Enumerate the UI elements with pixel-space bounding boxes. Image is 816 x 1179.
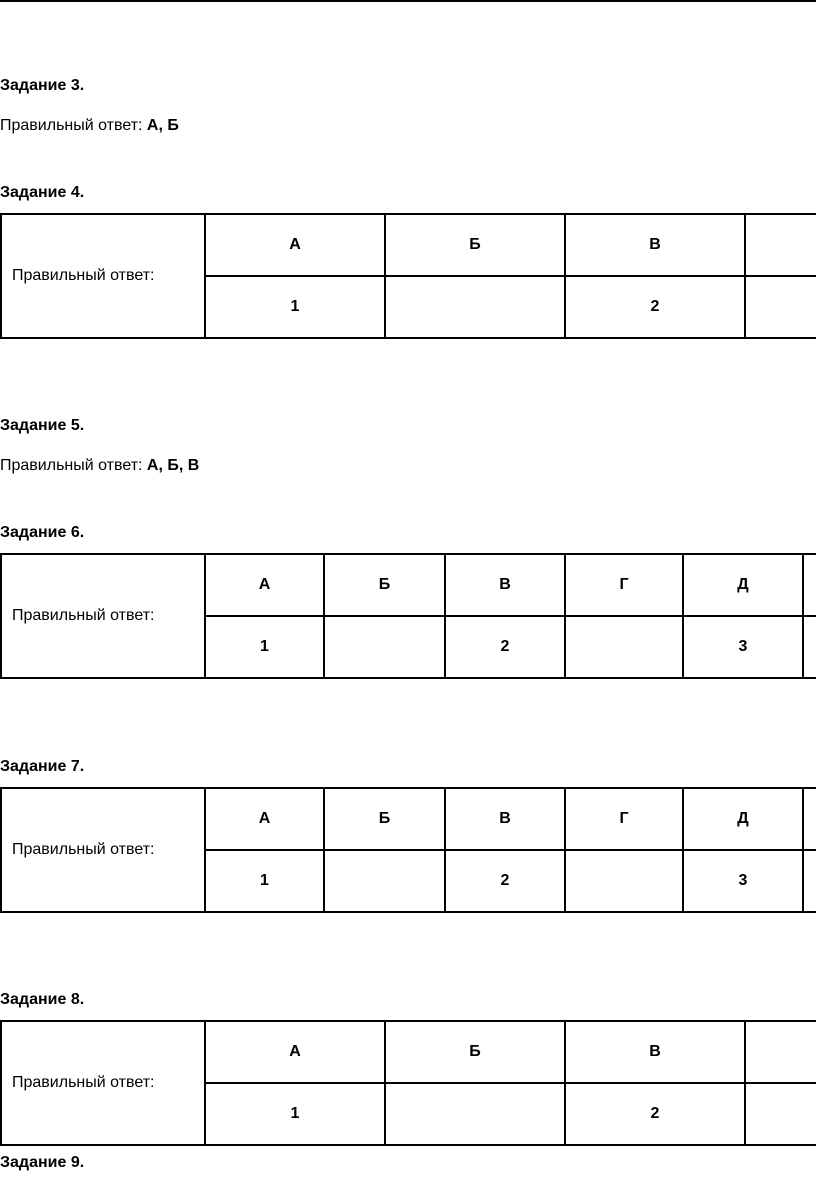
number-cell: 1 — [205, 616, 324, 678]
table-header-row — [1, 214, 816, 276]
letter-cell: Б — [385, 1021, 565, 1083]
number-cell — [385, 1083, 565, 1145]
number-cell: 1 — [205, 850, 324, 912]
letter-cell — [803, 554, 816, 616]
task-5-answer — [0, 456, 199, 476]
number-cell — [803, 850, 816, 912]
letter-cell: Г — [565, 554, 683, 616]
letter-cell: А — [205, 214, 385, 276]
task-8-answer-table — [0, 1020, 816, 1146]
number-cell: 1 — [205, 276, 385, 338]
task-4-title: Задание 4. — [0, 184, 85, 201]
number-cell: 3 — [683, 616, 803, 678]
letter-cell — [803, 788, 816, 850]
number-cell — [324, 850, 445, 912]
task-5-answer-value: А, Б, В — [146, 457, 200, 474]
table-header-row — [1, 1021, 816, 1083]
letter-cell — [745, 1021, 816, 1083]
number-cell: 2 — [445, 850, 565, 912]
number-cell — [745, 276, 816, 338]
letter-cell: В — [565, 1021, 745, 1083]
task-6-title: Задание 6. — [0, 524, 85, 541]
top-rule — [0, 0, 816, 2]
number-cell: 2 — [565, 1083, 745, 1145]
table-header-row — [1, 788, 816, 850]
letter-cell: В — [565, 214, 745, 276]
number-cell: 2 — [445, 616, 565, 678]
number-cell — [324, 616, 445, 678]
letter-cell — [745, 214, 816, 276]
task-5-title: Задание 5. — [0, 417, 85, 434]
answer-label-cell: Правильный ответ: — [1, 1021, 205, 1145]
task-7-answer-table — [0, 787, 816, 913]
task-3-answer-value: А, Б — [146, 117, 179, 134]
number-cell: 2 — [565, 276, 745, 338]
letter-cell: Б — [324, 554, 445, 616]
task-7-title: Задание 7. — [0, 758, 85, 775]
letter-cell: В — [445, 788, 565, 850]
letter-cell: Г — [565, 788, 683, 850]
letter-cell: Д — [683, 788, 803, 850]
letter-cell: Б — [324, 788, 445, 850]
number-cell — [803, 616, 816, 678]
letter-cell: А — [205, 554, 324, 616]
number-cell: 3 — [683, 850, 803, 912]
letter-cell: Б — [385, 214, 565, 276]
task-4-answer-table — [0, 213, 816, 339]
task-3-answer-label: Правильный ответ: — [0, 117, 143, 134]
number-cell — [745, 1083, 816, 1145]
table-header-row — [1, 554, 816, 616]
number-cell — [565, 616, 683, 678]
task-6-answer-table — [0, 553, 816, 679]
task-8-title: Задание 8. — [0, 991, 85, 1008]
letter-cell: А — [205, 788, 324, 850]
number-cell — [385, 276, 565, 338]
number-cell — [565, 850, 683, 912]
answer-label-cell: Правильный ответ: — [1, 788, 205, 912]
task-9-title: Задание 9. — [0, 1154, 85, 1171]
letter-cell: Д — [683, 554, 803, 616]
answer-label-cell: Правильный ответ: — [1, 554, 205, 678]
task-3-answer — [0, 116, 179, 136]
task-3-title: Задание 3. — [0, 77, 85, 94]
task-5-answer-label: Правильный ответ: — [0, 457, 143, 474]
letter-cell: А — [205, 1021, 385, 1083]
number-cell: 1 — [205, 1083, 385, 1145]
letter-cell: В — [445, 554, 565, 616]
answer-label-cell: Правильный ответ: — [1, 214, 205, 338]
